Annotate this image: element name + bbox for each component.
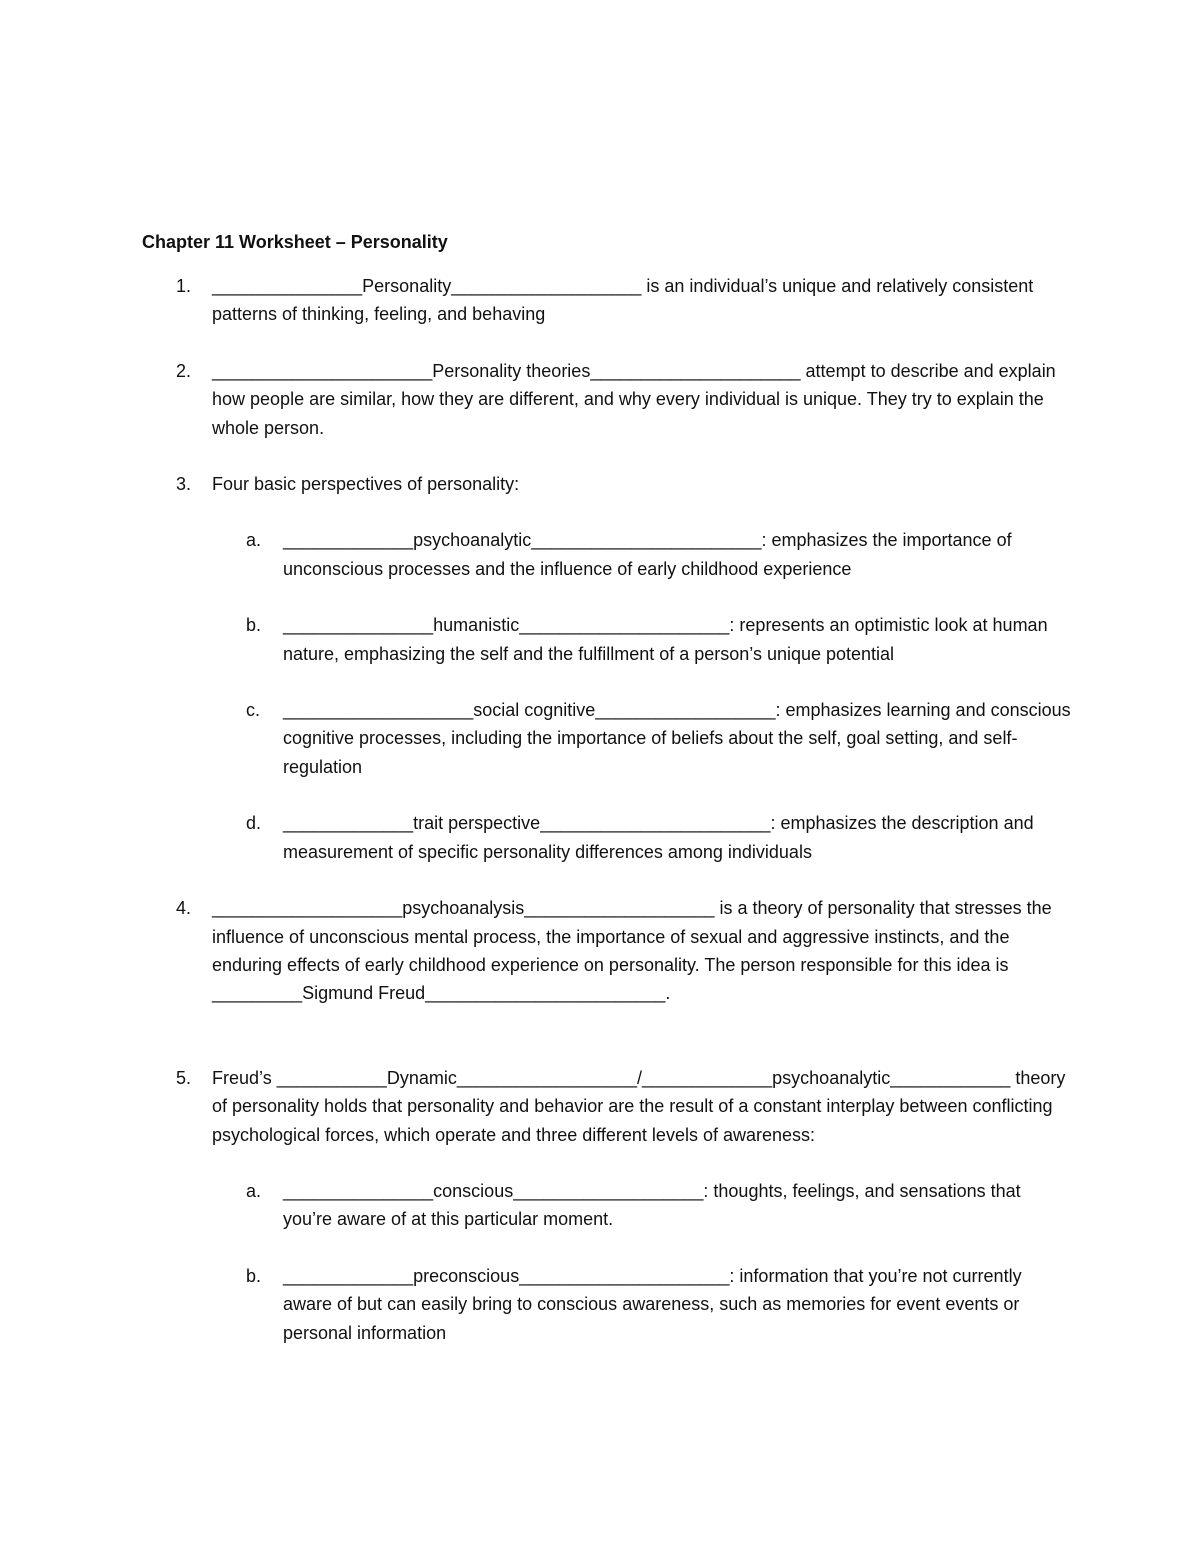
subitem-text: _____________trait perspective_______________________: emphasizes the description and measurement of specific personality differences among individuals: [283, 813, 1034, 862]
question-2: [142, 357, 1072, 442]
question-number: 5.: [176, 1067, 192, 1088]
question-3-d: [142, 809, 1072, 866]
subitem-text: _______________conscious___________________: thoughts, feelings, and sensations that you’re aware of at this particular moment.: [283, 1180, 1021, 1230]
subitem-text: _____________psychoanalytic_______________________: emphasizes the importance of unconscious processes and the influence of early childhood experience: [283, 530, 1012, 579]
question-3: [142, 470, 1072, 498]
question-3-c: [142, 696, 1072, 781]
question-text: ______________________Personality theories_____________________ attempt to describe and explain how people are similar, how they are different, and why every individual is unique. They try to explain the whole person.: [212, 360, 1056, 438]
subitem-letter: c.: [246, 700, 261, 721]
subitem-letter: b.: [246, 1265, 262, 1286]
question-5-b: [142, 1262, 1072, 1347]
question-text: ___________________psychoanalysis___________________ is a theory of personality that stresses the influence of unconscious mental process, the importance of sexual and aggressive instincts, and the enduring effects of early childhood experience on personality. The person responsible for this idea is _________Sigmund Freud________________________.: [212, 898, 1052, 1004]
question-3-a: [142, 526, 1072, 583]
question-number: 1.: [176, 276, 192, 296]
subitem-letter: d.: [246, 813, 262, 834]
subitem-letter: a.: [246, 1180, 262, 1201]
question-4: [142, 894, 1072, 1008]
worksheet-title: Chapter 11 Worksheet – Personality: [142, 232, 448, 252]
subitem-letter: a.: [246, 530, 262, 551]
question-number: 3.: [176, 474, 192, 495]
subitem-text: _____________preconscious_____________________: information that you’re not currently aware of but can easily bring to conscious awareness, such as memories for event events or personal information: [283, 1265, 1022, 1343]
question-number: 2.: [176, 360, 192, 381]
question-text: Four basic perspectives of personality:: [212, 474, 520, 495]
question-5: [142, 1064, 1072, 1149]
question-number: 4.: [176, 898, 192, 919]
question-text: Freud’s ___________Dynamic__________________/_____________psychoanalytic____________ theory of personality holds that personality and behavior are the result of a constant interplay between conflicting psychological forces, which operate and three different levels of awareness:: [212, 1067, 1066, 1145]
subitem-text: _______________humanistic_____________________: represents an optimistic look at human nature, emphasizing the self and the fulfillment of a person’s unique potential: [283, 615, 1048, 664]
subitem-text: ___________________social cognitive__________________: emphasizes learning and conscious cognitive processes, including the importance of beliefs about the self, goal setting, and self-regulation: [283, 700, 1071, 777]
question-5-a: [142, 1177, 1072, 1234]
question-text: _______________Personality___________________ is an individual’s unique and relatively consistent patterns of thinking, feeling, and behaving: [212, 276, 1034, 325]
subitem-letter: b.: [246, 615, 262, 636]
worksheet-page: [142, 228, 1072, 1375]
question-3-b: [142, 611, 1072, 668]
question-1: [142, 272, 1072, 329]
